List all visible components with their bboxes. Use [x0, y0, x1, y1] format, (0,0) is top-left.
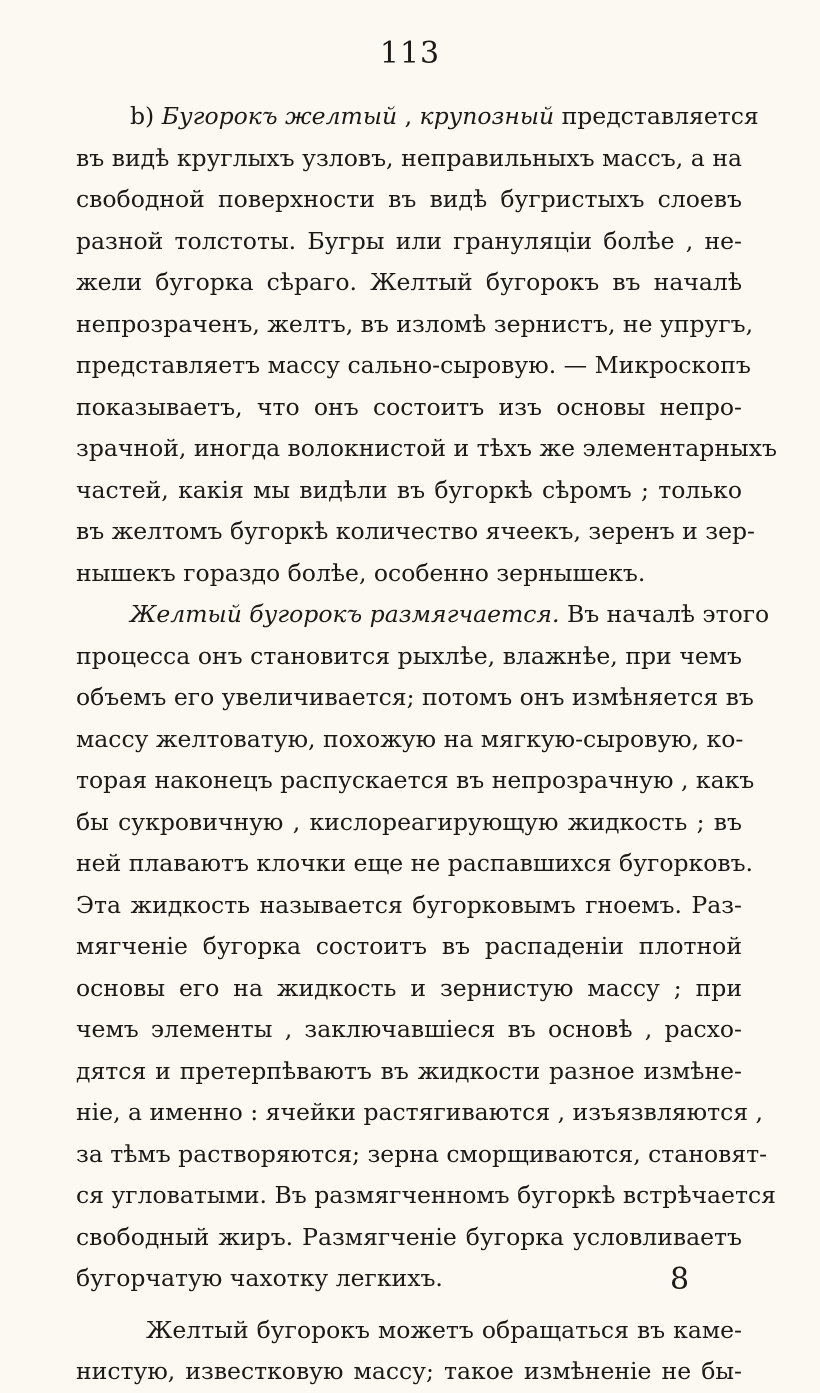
text-line: b) Бугорокъ желтый , крупозный представляется: [130, 102, 759, 130]
text-line: свободный жиръ. Размягченіе бугорка условливаетъ: [76, 1222, 742, 1251]
text-line: чемъ элементы , заключавшіеся въ основѣ , расхо-: [76, 1015, 742, 1043]
text-line: объемъ его увеличивается; потомъ онъ измѣняется въ: [76, 683, 754, 711]
text-line: ней плаваютъ клочки еще не распавшихся бугорковъ.: [76, 849, 754, 877]
paragraph-2: [76, 594, 776, 1300]
text-line: ся угловатыми. Въ размягченномъ бугоркѣ встрѣчается: [76, 1181, 776, 1209]
paragraph-3: [76, 1310, 742, 1393]
italic-term: Бугорокъ желтый: [161, 102, 398, 130]
text-line: показываетъ, что онъ состоитъ изъ основы непро-: [76, 392, 742, 421]
text-line: свободной поверхности въ видѣ бугристыхъ слоевъ: [76, 185, 742, 213]
signature-mark: 8: [670, 1262, 690, 1297]
text-line: частей, какія мы видѣли въ бугоркѣ сѣромъ ; только: [76, 475, 742, 504]
text-line: въ желтомъ бугоркѣ количество ячеекъ, зеренъ и зер-: [76, 517, 755, 545]
text-line: основы его на жидкость и зернистую массу ; при: [76, 973, 742, 1002]
text-line: разной толстоты. Бугры или грануляціи болѣе , не-: [76, 226, 742, 255]
text-line: Эта жидкость называется бугорковымъ гноемъ. Раз-: [76, 890, 742, 919]
text-line: бугорчатую чахотку легкихъ.: [76, 1264, 443, 1292]
text-line: жели бугорка сѣраго. Желтый бугорокъ въ началѣ: [76, 268, 742, 296]
text-line: представляетъ массу сально-сыровую. — Микроскопъ: [76, 351, 751, 379]
text-line: мягченіе бугорка состоитъ въ распаденіи плотной: [76, 932, 742, 960]
italic-term: Желтый бугорокъ размягчается.: [130, 600, 560, 628]
text-line: ніе, а именно : ячейки растягиваются , изъязвляются ,: [76, 1098, 763, 1126]
body-text: [76, 96, 777, 1393]
text-line: массу желтоватую, похожую на мягкую-сыровую, ко-: [76, 724, 744, 753]
text-line: Желтый бугорокъ можетъ обращаться въ камe-: [146, 1315, 742, 1344]
text-line: въ видѣ круглыхъ узловъ, неправильныхъ массъ, а на: [76, 143, 742, 172]
paragraph-1: [76, 96, 777, 594]
text-line: процесса онъ становится рыхлѣе, влажнѣе, при чемъ: [76, 641, 742, 670]
page-number: 113: [379, 36, 441, 71]
italic-term: крупозный: [419, 102, 555, 130]
text-line: торая наконецъ распускается въ непрозрачную , какъ: [76, 766, 755, 794]
text-line: нистую, известковую массу; такое измѣненіе не бы-: [76, 1357, 742, 1385]
text-line: Желтый бугорокъ размягчается. Въ началѣ этого: [130, 600, 770, 628]
text-line: дятся и претерпѣваютъ въ жидкости разное измѣне-: [76, 1056, 742, 1085]
text-line: зрачной, иногда волокнистой и тѣхъ же элементарныхъ: [76, 434, 777, 462]
text-line: непрозраченъ, желтъ, въ изломѣ зернистъ, не упругъ,: [76, 309, 754, 338]
text-line: бы сукровичную , кислореагирующую жидкость ; въ: [76, 807, 742, 836]
text-line: нышекъ гораздо болѣе, особенно зернышекъ.: [76, 558, 646, 587]
text-line: за тѣмъ растворяются; зерна сморщиваются, становят-: [76, 1139, 768, 1168]
